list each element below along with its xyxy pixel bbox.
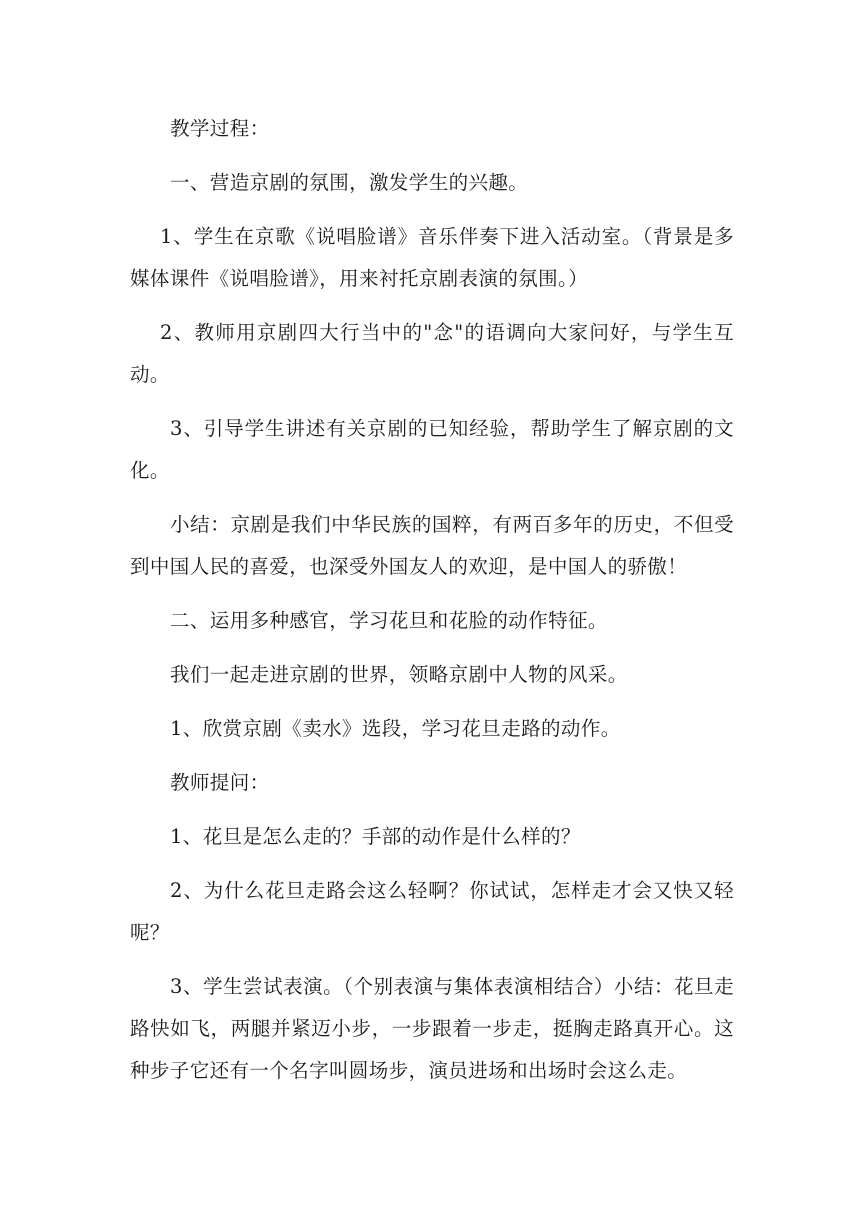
question-item: 2、为什么花旦走路会这么轻啊？你试试，怎样走才会又快又轻呢？ [130, 879, 734, 944]
teacher-question-label: 教师提问： [170, 771, 270, 794]
summary-paragraph: 小结：京剧是我们中华民族的国粹，有两百多年的历史，不但受到中国人民的喜爱，也深受外国友人的欢迎，是中国人的骄傲！ [130, 513, 734, 578]
document-body [130, 108, 734, 1092]
list-item: 3、引导学生讲述有关京剧的已知经验，帮助学生了解京剧的文化。 [130, 417, 734, 482]
section-heading-1: 一、营造京剧的氛围，激发学生的兴趣。 [170, 171, 529, 194]
heading-teaching-process: 教学过程： [170, 117, 270, 140]
list-item: 2、教师用京剧四大行当中的"念"的语调向大家问好，与学生互动。 [130, 321, 734, 386]
section-heading-2: 二、运用多种感官，学习花旦和花脸的动作特征。 [170, 609, 608, 632]
intro-paragraph: 我们一起走进京剧的世界，领略京剧中人物的风采。 [170, 663, 628, 686]
list-item: 1、学生在京歌《说唱脸谱》音乐伴奏下进入活动室。（背景是多媒体课件《说唱脸谱》，用来衬托京剧表演的氛围。） [130, 225, 734, 290]
list-item: 1、欣赏京剧《卖水》选段，学习花旦走路的动作。 [170, 717, 621, 740]
question-item: 1、花旦是怎么走的？手部的动作是什么样的？ [170, 825, 581, 848]
question-item: 3、学生尝试表演。（个别表演与集体表演相结合）小结：花旦走路快如飞，两腿并紧迈小步，一步跟着一步走，挺胸走路真开心。这种步子它还有一个名字叫圆场步，演员进场和出场时会这么走。 [130, 975, 734, 1082]
